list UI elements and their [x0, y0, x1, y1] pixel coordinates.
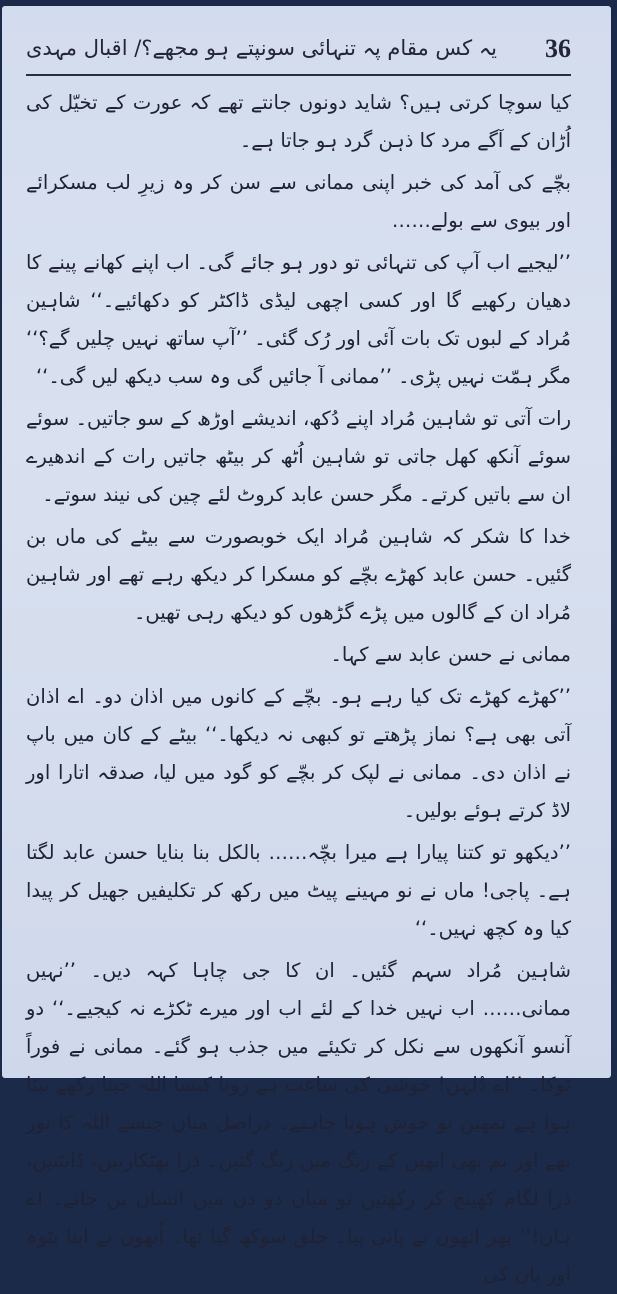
page-header [26, 30, 571, 76]
paragraph: کیا سوچا کرتی ہیں؟ شاید دونوں جانتے تھے کہ عورت کے تخیّل کی اُڑان کے آگے مرد کا ذہن گرد ہو جاتا ہے۔ [26, 91, 571, 152]
paragraph: بچّے کی آمد کی خبر اپنی ممانی سے سن کر وہ زیرِ لب مسکرائے اور بیوی سے بولے…… [26, 171, 571, 232]
paragraph: شاہین مُراد سہم گئیں۔ ان کا جی چاہا کہہ دیں۔ ’’نہیں ممانی…… اب نہیں خدا کے لئے اب اور میرے ٹکڑے نہ کیجیے۔‘‘ دو آنسو آنکھوں سے نکل کر تکیئے میں جذب ہو گئے۔ ممانی نے فوراً ٹوکا۔ ’’اے دُلہن! خوشی کی ساعت ہے رونا کیسا اللہ جیتا رکھے بیٹا ہوا ہے تمھیں تو خوش ہونا چاہیے۔ دراصل میاں جیسے اللہ کا نور تھے اور تم بھی انھیں کے رنگ میں رنگ گئیں۔ ذرا پھٹکارتیں، ڈانٹتیں، ذرا لگام کھینچ کر رکھتیں تو میاں دو دن میں انسان بن جاتے۔ اے ہاں!‘‘ پھر انھوں نے پانی پیا۔ حلق سوکھ گیا تھا۔ اُنھوں نے اپنا بٹوہ اور پان کی [26, 959, 571, 1286]
page-number: 36 [545, 34, 571, 63]
book-page [2, 6, 611, 1286]
paragraph: ’’دیکھو تو کتنا پیارا ہے میرا بچّہ…… بالکل بنا بنایا حسن عابد لگتا ہے۔ پاجی! ماں نے نو مہینے پیٹ میں رکھ کر تکلیفیں جھیل کر پیدا کیا وہ کچھ نہیں۔‘‘ [26, 841, 571, 940]
running-head: یہ کس مقام پہ تنہائی سونپتے ہو مجھے؟/ اقبال مہدی [26, 36, 497, 60]
paragraph: رات آتی تو شاہین مُراد اپنے دُکھ، اندیشے اوڑھ کے سو جاتیں۔ سوئے سوئے آنکھ کھل جاتی تو شاہین اُٹھ کر بیٹھ جاتیں رات کے اندھیرے ان سے باتیں کرتے۔ مگر حسن عابد کروٹ لئے چین کی نیند سوتے۔ [26, 407, 571, 506]
body-text [26, 84, 571, 1286]
paragraph: ’’لیجیے اب آپ کی تنہائی تو دور ہو جائے گی۔ اب اپنے کھانے پینے کا دھیان رکھیے گا اور کسی اچھی لیڈی ڈاکٹر کو دکھائیے۔‘‘ شاہین مُراد کے لبوں تک بات آئی اور رُک گئی۔ ’’آپ ساتھ نہیں چلیں گے؟‘‘ مگر ہمّت نہیں پڑی۔ ’’ممانی آ جائیں گی وہ سب دیکھ لیں گی۔‘‘ [26, 251, 571, 388]
paragraph: ممانی نے حسن عابد سے کہا۔ [330, 643, 571, 666]
paragraph: ’’کھڑے کھڑے تک کیا رہے ہو۔ بچّے کے کانوں میں اذان دو۔ اے اذان آتی بھی ہے؟ نماز پڑھتے تو کبھی نہ دیکھا۔‘‘ بیٹے کے کان میں باپ نے اذان دی۔ ممانی نے لپک کر بچّے کو گود میں لیا، صدقہ اتارا اور لاڈ کرتے ہوئے بولیں۔ [26, 685, 571, 822]
paragraph: خدا کا شکر کہ شاہین مُراد ایک خوبصورت سے بیٹے کی ماں بن گئیں۔ حسن عابد کھڑے بچّے کو مسکرا کر دیکھ رہے تھے اور شاہین مُراد ان کے گالوں میں پڑے گڑھوں کو دیکھ رہی تھیں۔ [26, 525, 571, 624]
